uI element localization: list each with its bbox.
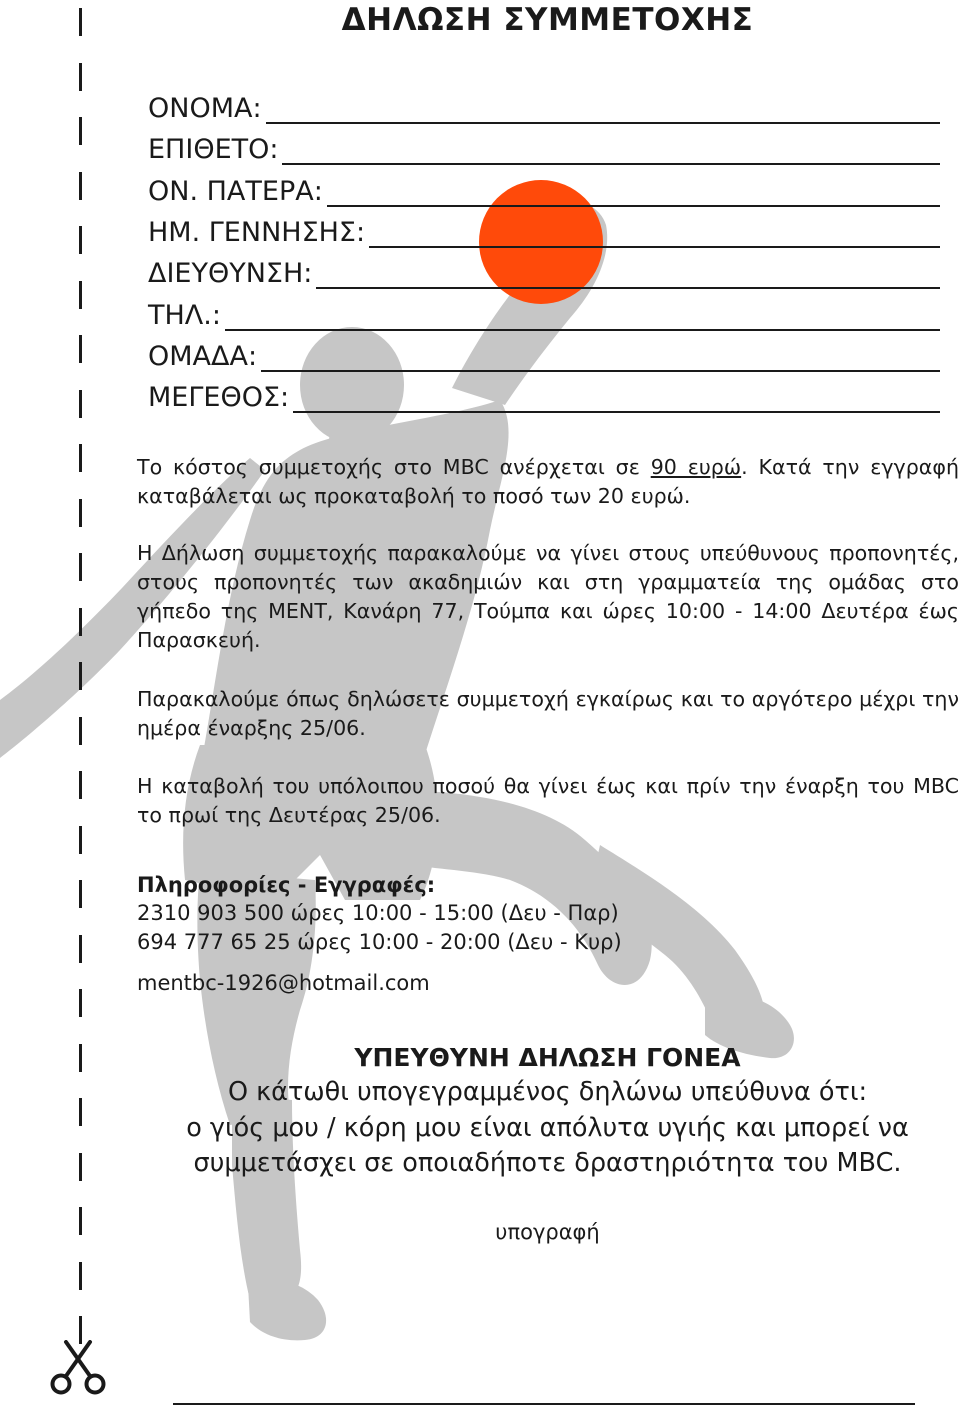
cut-line-dash — [79, 771, 82, 799]
cut-line-dash — [79, 281, 82, 309]
size-label: ΜΕΓΕΘΟΣ: — [148, 382, 290, 413]
cut-line-dash — [79, 390, 82, 418]
phone-line — [225, 329, 940, 331]
deadline-paragraph: Παρακαλούμε όπως δηλώσετε συμμετοχή εγκαίρως και το αργότερο μέχρι την ημέρα έναρξης 25/06. — [137, 687, 959, 740]
cut-line-dash — [79, 717, 82, 745]
address-label: ΔΙΕΥΘΥΝΣΗ: — [148, 258, 313, 289]
declaration-line-3: συμμετάσχει σε οποιαδήποτε δραστηριότητα του MBC. — [193, 1148, 902, 1178]
cut-line-dash — [79, 1262, 82, 1290]
cut-line-dash — [79, 172, 82, 200]
info-phone-1: 2310 903 500 ώρες 10:00 - 15:00 (Δευ - Παρ) — [137, 901, 619, 925]
scissors-icon — [48, 1340, 108, 1396]
cut-line-dash — [79, 499, 82, 527]
submission-paragraph: Η Δήλωση συμμετοχής παρακαλούμε να γίνει στους υπεύθυνους προπονητές, στους προπονητές των ακαδημιών και στη γραμματεία της ομάδας στο γήπεδο της ΜΕΝΤ, Κανάρη 77, Τούμπα και ώρες 10:00 - 14:00 Δευτέρα έως Παρασκευή. — [137, 541, 959, 652]
last-name-line — [282, 163, 940, 165]
birth-date-label: ΗΜ. ΓΕΝΝΗΣΗΣ: — [148, 217, 366, 248]
last-name-field[interactable] — [148, 129, 940, 165]
father-name-field[interactable] — [148, 171, 940, 207]
declaration-line-2: ο γιός μου / κόρη μου είναι απόλυτα υγιής και μπορεί να — [186, 1113, 909, 1143]
info-title: Πληροφορίες - Εγγραφές: — [137, 873, 436, 897]
phone-label: ΤΗΛ.: — [148, 300, 221, 331]
cost-text-after: . Κατά την εγγραφή καταβάλεται ως προκαταβολή το ποσό των 20 ευρώ. — [137, 455, 959, 508]
address-line — [316, 287, 940, 289]
size-line — [293, 411, 940, 413]
birth-date-field[interactable] — [148, 212, 940, 248]
signature-label: υπογραφή — [495, 1220, 600, 1244]
cut-line-dash — [79, 662, 82, 690]
team-line — [261, 370, 940, 372]
info-email[interactable]: mentbc-1926@hotmail.com — [137, 971, 430, 995]
balance-paragraph: Η καταβολή του υπόλοιπου ποσού θα γίνει έως και πρίν την έναρξη του MBC το πρωί της Δευτέρας 25/06. — [137, 774, 959, 827]
cut-line-dash — [79, 226, 82, 254]
team-field[interactable] — [148, 336, 940, 372]
cost-text-before: Το κόστος συμμετοχής στο MBC ανέρχεται σε — [137, 455, 651, 479]
signature-line[interactable] — [173, 1403, 915, 1405]
last-name-label: ΕΠΙΘΕΤΟ: — [148, 134, 279, 165]
cut-line-dash — [79, 335, 82, 363]
cut-line-dash — [79, 608, 82, 636]
father-name-label: ΟΝ. ΠΑΤΕΡΑ: — [148, 176, 323, 207]
cost-paragraph — [137, 453, 959, 511]
cut-line-dash — [79, 444, 82, 472]
first-name-line — [266, 122, 940, 124]
address-field[interactable] — [148, 253, 940, 289]
team-label: ΟΜΑΔΑ: — [148, 341, 258, 372]
father-name-line — [327, 205, 940, 207]
cut-line-dash — [79, 117, 82, 145]
cut-line-dash — [79, 989, 82, 1017]
first-name-field[interactable] — [148, 88, 940, 124]
phone-field[interactable] — [148, 295, 940, 331]
parent-declaration-title: ΥΠΕΥΘΥΝΗ ΔΗΛΩΣΗ ΓΟΝΕΑ — [354, 1043, 741, 1072]
declaration-line-1: Ο κάτωθι υπογεγραμμένος δηλώνω υπεύθυνα ότι: — [227, 1077, 868, 1107]
cut-line-dash — [79, 935, 82, 963]
cut-line-dash — [79, 553, 82, 581]
cost-amount: 90 ευρώ — [650, 455, 742, 479]
info-phone-2: 694 777 65 25 ώρες 10:00 - 20:00 (Δευ - Κυρ) — [137, 930, 622, 954]
cut-line-dash — [79, 63, 82, 91]
birth-date-line — [369, 246, 940, 248]
cut-line-dash — [79, 826, 82, 854]
cut-line-dash — [79, 880, 82, 908]
page-title: ΔΗΛΩΣΗ ΣΥΜΜΕΤΟΧΗΣ — [341, 2, 754, 38]
size-field[interactable] — [148, 377, 940, 413]
first-name-label: ΟΝΟΜΑ: — [148, 93, 262, 124]
